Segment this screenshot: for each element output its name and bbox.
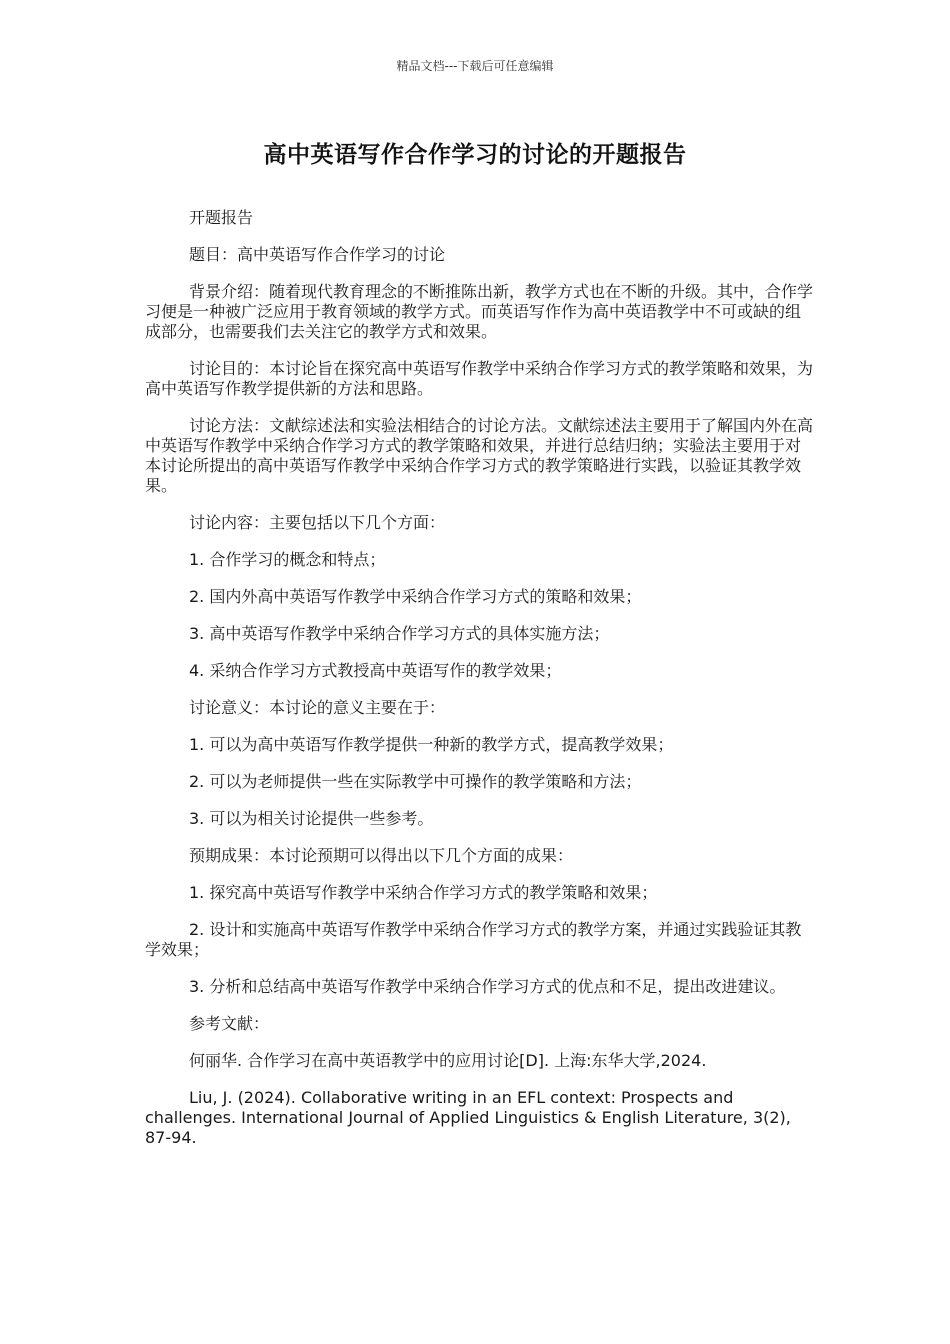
- paragraph-report-label: 开题报告: [189, 208, 254, 227]
- reference-item: 何丽华. 合作学习在高中英语教学中的应用讨论[D]. 上海:东华大学,2024.: [189, 1051, 707, 1070]
- list-item: 1. 合作学习的概念和特点；: [189, 550, 386, 569]
- paragraph-outcomes-heading: 预期成果：本讨论预期可以得出以下几个方面的成果：: [189, 846, 574, 865]
- paragraph-background: 背景介绍：随着现代教育理念的不断推陈出新，教学方式也在不断的升级。其中，合作学习便是一种被广泛应用于教育领域的教学方式。而英语写作作为高中英语教学中不可或缺的组成部分，也需要我们去关注它的教学方式和效果。: [145, 282, 814, 341]
- paragraph-topic: 题目：高中英语写作合作学习的讨论: [189, 245, 446, 264]
- paragraph-significance-heading: 讨论意义：本讨论的意义主要在于：: [189, 698, 446, 717]
- list-item: 1. 探究高中英语写作教学中采纳合作学习方式的教学策略和效果；: [189, 883, 658, 902]
- paragraph-content-heading: 讨论内容：主要包括以下几个方面：: [189, 513, 446, 532]
- list-item: 2. 可以为老师提供一些在实际教学中可操作的教学策略和方法；: [189, 772, 642, 791]
- list-item: 2. 设计和实施高中英语写作教学中采纳合作学习方式的教学方案，并通过实践验证其教学效果；: [145, 920, 802, 959]
- paragraph-purpose: 讨论目的：本讨论旨在探究高中英语写作教学中采纳合作学习方式的教学策略和效果，为高中英语写作教学提供新的方法和思路。: [145, 359, 814, 398]
- list-item: 4. 采纳合作学习方式教授高中英语写作的教学效果；: [189, 661, 562, 680]
- list-item: 2. 国内外高中英语写作教学中采纳合作学习方式的策略和效果；: [189, 587, 642, 606]
- list-item: 3. 可以为相关讨论提供一些参考。: [189, 809, 434, 828]
- paragraph-references-heading: 参考文献：: [189, 1014, 270, 1033]
- reference-item: Liu, J. (2024). Collaborative writing in an EFL context: Prospects and challenges. International Journal of Applied Linguistics & English Literature, 3(2), 87-94.: [145, 1088, 791, 1147]
- paragraph-method: 讨论方法：文献综述法和实验法相结合的讨论方法。文献综述法主要用于了解国内外在高中英语写作教学中采纳合作学习方式的教学策略和效果，并进行总结归纳；实验法主要用于对本讨论所提出的高中英语写作教学中采纳合作学习方式的教学策略进行实践，以验证其教学效果。: [145, 416, 814, 495]
- header-note: 精品文档---下载后可任意编辑: [396, 59, 554, 73]
- list-item: 3. 分析和总结高中英语写作教学中采纳合作学习方式的优点和不足，提出改进建议。: [189, 977, 786, 996]
- list-item: 1. 可以为高中英语写作教学提供一种新的教学方式，提高教学效果；: [189, 735, 674, 754]
- list-item: 3. 高中英语写作教学中采纳合作学习方式的具体实施方法；: [189, 624, 610, 643]
- document-body: [145, 208, 815, 1165]
- document-title: 高中英语写作合作学习的讨论的开题报告: [263, 142, 687, 168]
